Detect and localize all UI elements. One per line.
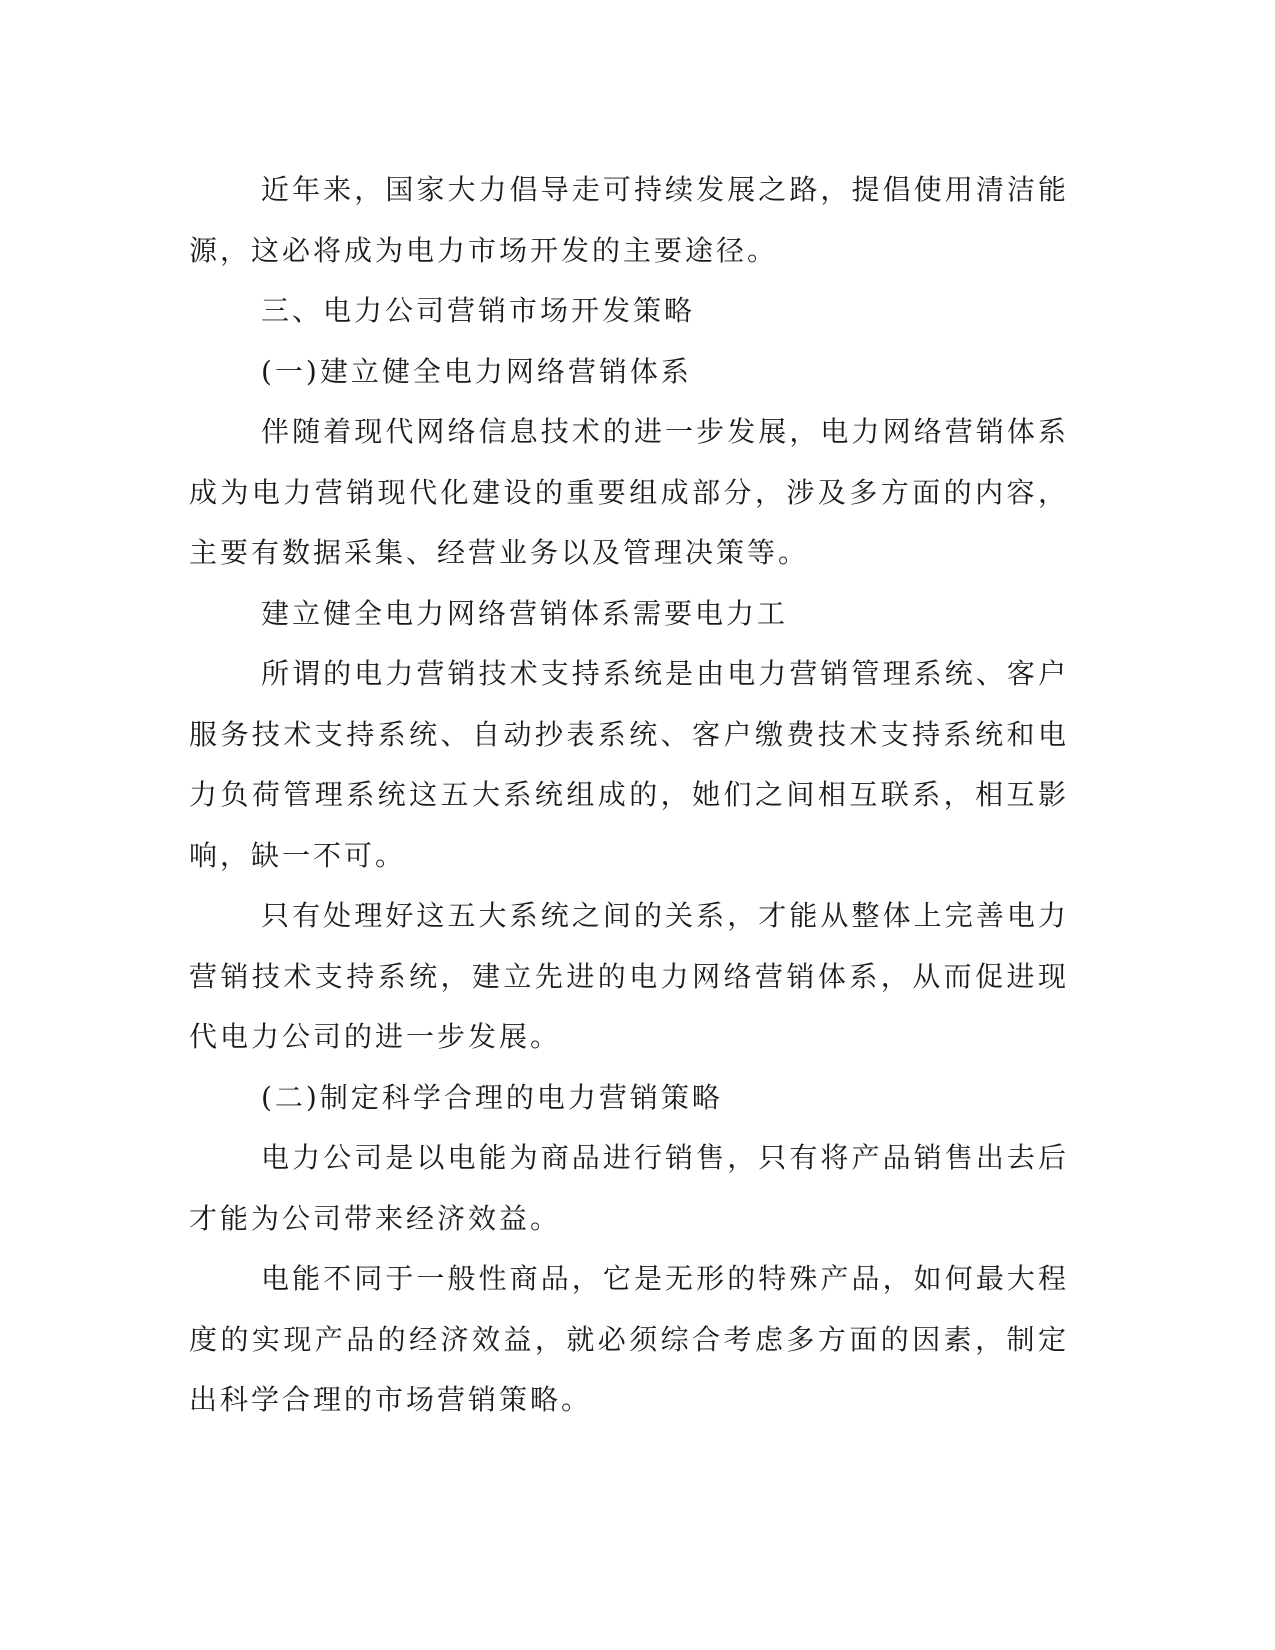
paragraph-network-marketing: 伴随着现代网络信息技术的进一步发展，电力网络营销体系成为电力营销现代化建设的重要组成部分，涉及多方面的内容，主要有数据采集、经营业务以及管理决策等。 [189, 415, 1069, 569]
paragraph-strategy: 电能不同于一般性商品，它是无形的特殊产品，如何最大程度的实现产品的经济效益，就必须综合考虑多方面的因素，制定出科学合理的市场营销策略。 [189, 1262, 1069, 1416]
paragraph-short-line: 建立健全电力网络营销体系需要电力工 [261, 596, 789, 630]
paragraph-support-systems: 所谓的电力营销技术支持系统是由电力营销管理系统、客户服务技术支持系统、自动抄表系统、客户缴费技术支持系统和电力负荷管理系统这五大系统组成的，她们之间相互联系，相互影响，缺一不可。 [189, 657, 1069, 872]
subsection-heading-2: (二)制定科学合理的电力营销策略 [261, 1080, 723, 1114]
paragraph-sales: 电力公司是以电能为商品进行销售，只有将产品销售出去后才能为公司带来经济效益。 [189, 1141, 1069, 1235]
section-heading: 三、电力公司营销市场开发策略 [261, 294, 696, 327]
subsection-heading-1: (一)建立健全电力网络营销体系 [261, 354, 692, 388]
paragraph-intro: 近年来，国家大力倡导走可持续发展之路，提倡使用清洁能源，这必将成为电力市场开发的主要途径。 [189, 173, 1069, 267]
document-body [189, 160, 1069, 1431]
paragraph-five-systems: 只有处理好这五大系统之间的关系，才能从整体上完善电力营销技术支持系统，建立先进的电力网络营销体系，从而促进现代电力公司的进一步发展。 [189, 899, 1069, 1053]
